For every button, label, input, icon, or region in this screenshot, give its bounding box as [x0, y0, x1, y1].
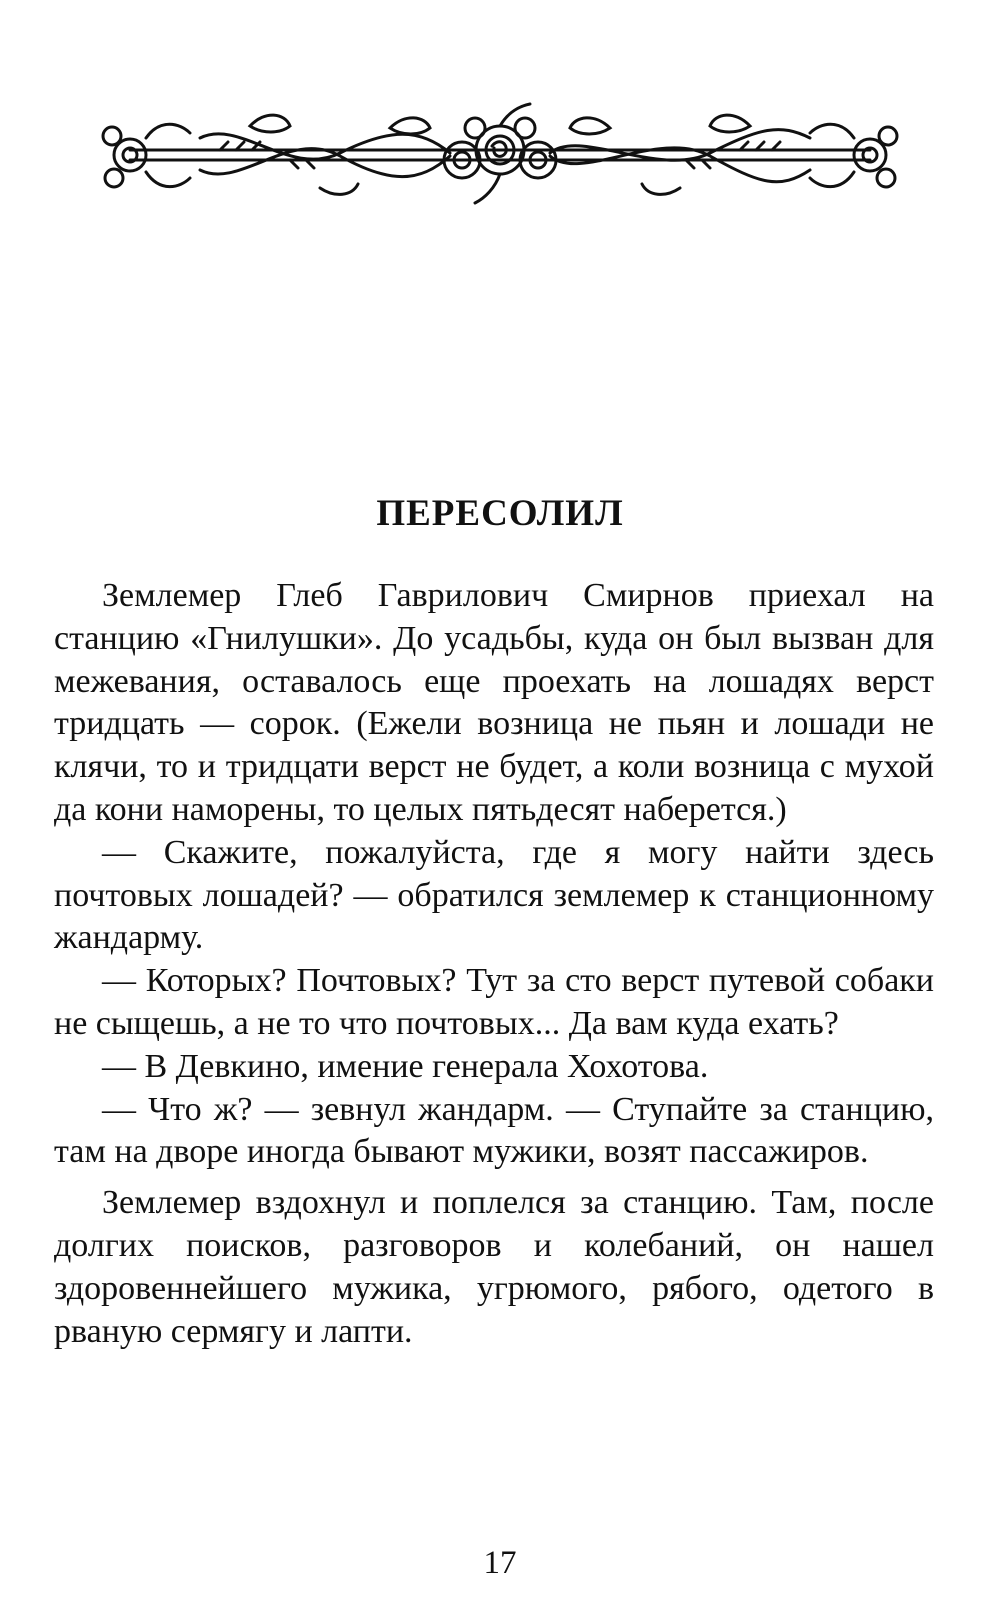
page-number: 17 [483, 1545, 517, 1581]
story-text [54, 575, 934, 1353]
paragraph-5: — Что ж? — зевнул жандарм. — Ступайте за станцию, там на дворе иногда бывают мужики, возят пассажиров. [54, 1090, 934, 1171]
paragraph-6: Землемер вздохнул и поплелся за станцию. Там, после долгих поисков, разговоров и колебаний, он нашел здоровеннейшего мужика, угрюмого, рябого, одетого в рваную сермягу и лапти. [54, 1184, 934, 1350]
paragraph-2: — Скажите, пожалуйста, где я могу найти здесь почтовых лошадей? — обратился землемер к станционному жандарму. [54, 833, 934, 957]
floral-ornament-icon [90, 98, 910, 208]
chapter-title: ПЕРЕСОЛИЛ [376, 493, 624, 534]
paragraph-4: — В Девкино, имение генерала Хохотова. [102, 1047, 709, 1085]
paragraph-1: Землемер Глеб Гаврилович Смирнов приехал на станцию «Гнилушки». До усадьбы, куда он был вызван для межевания, оставалось еще проехать на лошадях верст тридцать — сорок. (Ежели возница не пьян и лошади не клячи, то и тридцати верст не будет, а коли возница с мухой да кони наморены, то целых пятьдесят наберется.) [54, 577, 934, 828]
paragraph-3: — Которых? Почтовых? Тут за сто верст путевой собаки не сыщешь, а не то что почтовых... Да вам куда ехать? [54, 962, 934, 1042]
